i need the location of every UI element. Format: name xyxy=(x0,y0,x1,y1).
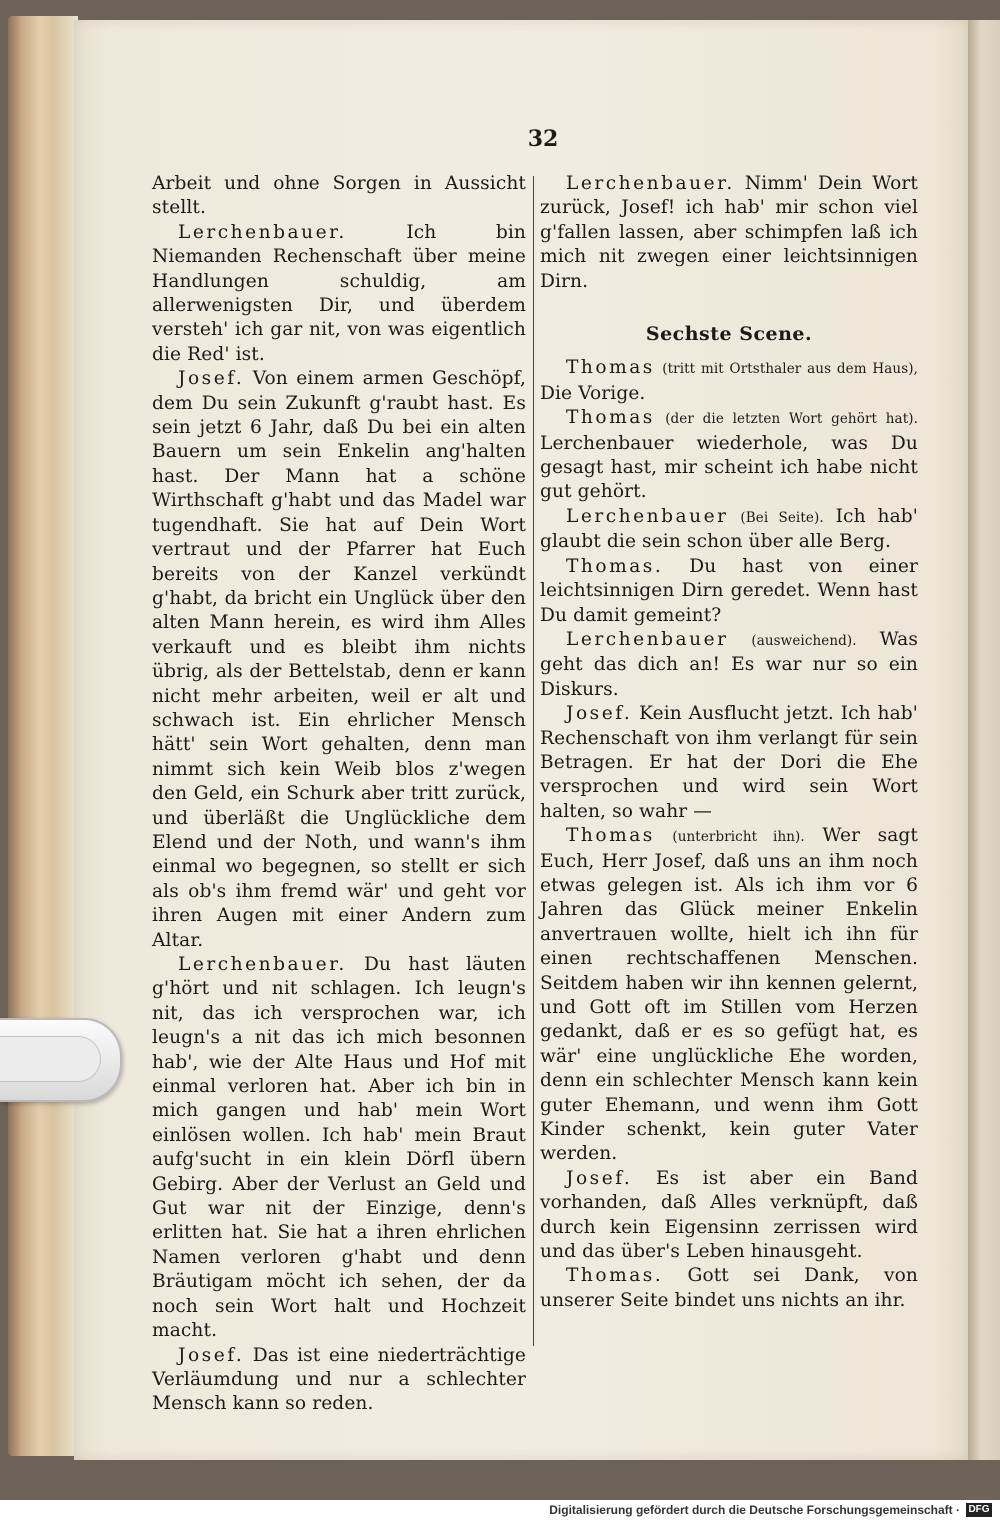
speech-text: Was geht das dich an! Es war nur so ein Diskurs. xyxy=(540,628,918,700)
speech-text: Du hast läuten g'hört und nit schlagen. Ich leugn's nit, das ich versprochen war, ich leugn's a nit das ich mich besonnen hab', wie der Alte Haus und Hof mit einmal verloren hat. Aber ich bin in mich gangen und hab' mein Wort einlösen wollen. Ich hab' mein Braut aufg'sucht in ein klein Dörfl übern Gebirg. Aber der Verlust an Geld und Gut war nit der Einzige, denn's erlitten hat. Sie hat a ihren ehrlichen Namen verloren g'habt und denn Bräutigam möcht ich sehen, der da noch sein Wort halt und Hochzeit macht. xyxy=(152,954,527,1342)
text-paragraph xyxy=(540,406,918,505)
text-paragraph xyxy=(540,555,918,628)
speaker-name: Thomas xyxy=(566,407,655,429)
stage-direction: (ausweichend). xyxy=(751,632,857,649)
speech-text: Es ist aber ein Band vorhanden, daß Alles verknüpft, daß durch kein Eigensinn zerrissen wird und das über's Leben hinausgeht. xyxy=(540,1167,918,1263)
speech-text: Lerchenbauer wiederhole, was Du gesagt hast, mir scheint ich habe nicht gut gehört. xyxy=(540,432,918,503)
left-text-column xyxy=(152,172,526,1417)
speech-text: Von einem armen Geschöpf, dem Du sein Zukunft g'raubt hast. Es sein jetzt 6 Jahr, daß Du bei ein alten Bauern um sein Enkelin ang'halten hast. Der Mann hat a schöne Wirthschaft g'habt und das Madel war tugendhaft. Sie hat auf Dein Wort vertraut und der Pfarrer hat Euch bereits von der Kanzel verkündt g'habt, da bricht ein Unglück über den alten Mann herein, es wird ihm Alles verkauft und es bleibt ihm nichts übrig, als der Bettelstab, denn er kann nicht mehr arbeiten, weil er alt und schwach ist. Ein ehrlicher Mensch hätt' sein Wort gehalten, denn man nimmt sich kein Weib blos z'wegen den Geld, ein Schurk aber tritt zurück, und überläßt die Unglückliche dem Elend und der Noth, und wann's ihm einmal wo begegnen, so stellt er sich als ob's ihm fremd wär' und geht vor ihren Augen mit einer Andern zum Altar. xyxy=(152,368,526,951)
speaker-name: Lerchenbauer. xyxy=(566,173,735,194)
stage-direction: (unterbricht ihn). xyxy=(672,829,805,846)
speech-text: Ich bin Niemanden Rechenschaft über meine Handlungen schuldig, am allerwenigsten Dir, und überdem versteh' ich gar nit, von was eigentlich die Red' ist. xyxy=(152,221,526,365)
text-paragraph xyxy=(540,824,918,1167)
funding-note: Digitalisierung gefördert durch die Deutsche Forschungsgemeinschaft · xyxy=(549,1503,960,1517)
stage-direction: (der die letzten Wort gehört hat). xyxy=(665,411,918,428)
text-paragraph xyxy=(540,356,918,406)
speech-text: Arbeit und ohne Sorgen in Aussicht stellt. xyxy=(152,173,526,219)
footer-bar xyxy=(0,1500,1000,1522)
text-paragraph xyxy=(152,1344,526,1417)
paper-clip-inner xyxy=(0,1036,101,1082)
speech-text: Nimm' Dein Wort zurück, Josef! ich hab' mir schon viel g'fallen lassen, aber schimpfen laß ich mich nit zwegen einer leichtsinnigen Dirn. xyxy=(540,173,918,292)
facing-page-edge xyxy=(968,20,1000,1460)
text-paragraph xyxy=(152,172,526,221)
speech-text: Die Vorige. xyxy=(540,382,646,404)
right-text-column xyxy=(540,172,918,1313)
speaker-name: Thomas. xyxy=(566,1265,664,1287)
speech-text: Wer sagt Euch, Herr Josef, daß uns an ihm noch etwas gelegen ist. Als ich ihm vor 6 Jahren das Glück meiner Enkelin anvertrauen wollte, hielt ich ihn für einen rechtschaffenen Menschen. Seitdem haben wir ihn kennen gelernt, und Gott oft im Stillen vom Herzen gedankt, daß er es so gefügt hat, es wär' eine unglückliche Ehe worden, denn ein schlechter Mensch kann kein guter Ehemann, und wenn ihm Gott Kinder schenkt, kein guter Vater werden. xyxy=(540,825,918,1165)
text-paragraph xyxy=(540,702,918,824)
dfg-logo: DFG xyxy=(966,1503,992,1517)
stage-direction: (Bei Seite). xyxy=(740,509,824,526)
speaker-name: Josef. xyxy=(566,703,633,725)
text-paragraph xyxy=(152,221,526,367)
speaker-name: Lerchenbauer xyxy=(566,628,729,650)
speaker-name: Josef. xyxy=(178,1344,245,1366)
text-paragraph xyxy=(152,953,526,1344)
text-paragraph xyxy=(540,172,918,294)
speaker-name: Thomas. xyxy=(566,555,664,577)
stage-direction: (tritt mit Ortsthaler aus dem Haus), xyxy=(662,361,918,378)
text-paragraph xyxy=(152,367,526,953)
speech-text: Du hast von einer leichtsinnigen Dirn geredet. Wenn hast Du damit gemeint? xyxy=(540,555,918,626)
speech-text: Gott sei Dank, von unserer Seite bindet uns nichts an ihr. xyxy=(540,1265,918,1311)
speaker-name: Josef. xyxy=(178,368,245,390)
speaker-name: Thomas xyxy=(566,357,655,379)
speech-text: Ich hab' glaubt die sein schon über alle Berg. xyxy=(540,505,918,553)
column-divider xyxy=(533,176,534,1346)
scene-heading: Sechste Scene. xyxy=(645,323,813,346)
speaker-name: Lerchenbauer. xyxy=(178,954,347,975)
book-edge xyxy=(8,16,78,1456)
speaker-name: Lerchenbauer. xyxy=(178,221,347,243)
text-paragraph xyxy=(540,628,918,702)
page-number: 32 xyxy=(527,126,559,152)
speaker-name: Thomas xyxy=(566,825,655,847)
text-paragraph xyxy=(540,505,918,555)
speech-text: Das ist eine niederträchtige Verläumdung und nur a schlechter Mensch kann so reden. xyxy=(152,1344,526,1415)
speech-text: Kein Ausflucht jetzt. Ich hab' Rechenschaft von ihm verlangt für sein Betragen. Er hat der Dori die Ehe versprochen und wird sein Wort halten, so wahr — xyxy=(540,703,919,822)
speaker-name: Lerchenbauer xyxy=(566,505,729,527)
text-paragraph xyxy=(540,1167,918,1265)
text-paragraph xyxy=(540,1264,918,1313)
speaker-name: Josef. xyxy=(566,1167,633,1189)
